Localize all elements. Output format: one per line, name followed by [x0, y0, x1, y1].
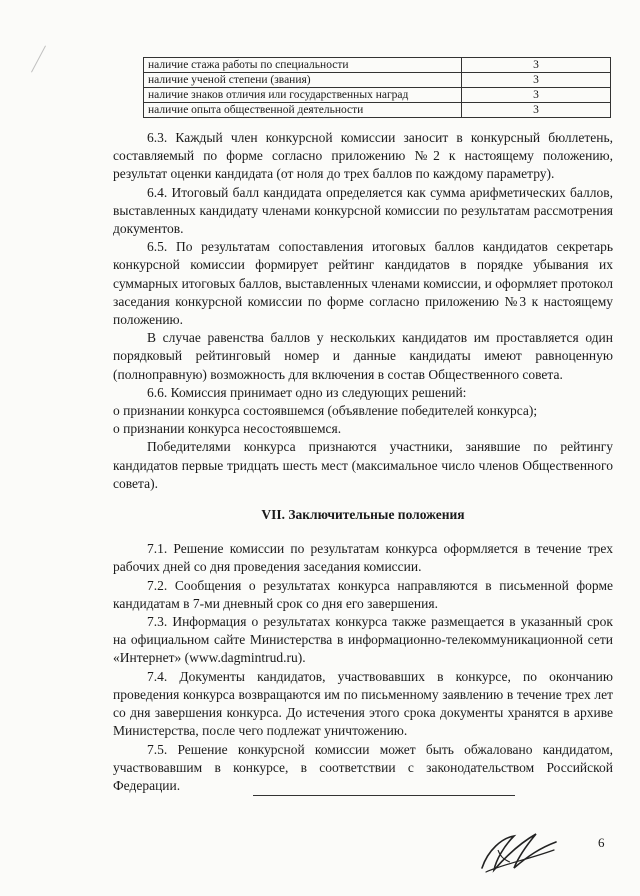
signature-icon — [474, 820, 564, 880]
table-row — [144, 103, 611, 118]
page-number: 6 — [598, 835, 605, 850]
table-row — [144, 88, 611, 103]
table-row — [144, 73, 611, 88]
paragraph-7-1: 7.1. Решение комиссии по результатам конкурса оформляется в течение трех рабочих дней со дня проведения заседания комиссии. — [113, 541, 613, 575]
paragraph-7-5: 7.5. Решение конкурсной комиссии может быть обжаловано кандидатом, участвовавшим в конкурсе, в соответствии с законодательством Российской Федерации. — [113, 741, 613, 793]
criterion-label: наличие знаков отличия или государственных наград — [144, 88, 462, 103]
paragraph-7-3: 7.3. Информация о результатах конкурса также размещается в указанный срок на официальном сайте Министерства в информационно-телекоммуникационной сети «Интернет» (www.dagmintrud.ru). — [113, 614, 613, 666]
criterion-score: 3 — [462, 103, 611, 118]
criterion-label: наличие ученой степени (звания) — [144, 73, 462, 88]
criteria-table — [143, 57, 611, 118]
table-row — [144, 58, 611, 73]
section-heading: VII. Заключительные положения — [261, 507, 465, 523]
decision-option-not-held: о признании конкурса несостоявшемся. — [113, 421, 342, 437]
criterion-score: 3 — [462, 58, 611, 73]
paper-mark — [31, 46, 46, 73]
criterion-score: 3 — [462, 88, 611, 103]
paragraph-6-6: 6.6. Комиссия принимает одно из следующих решений: — [147, 384, 467, 400]
criterion-label: наличие стажа работы по специальности — [144, 58, 462, 73]
paragraph-equal-scores: В случае равенства баллов у нескольких кандидатов им проставляется один порядковый рейтинговый номер и данные кандидаты имеют равноценную (полноправную) возможность для включения в состав Общественного совета. — [113, 330, 613, 382]
paragraph-6-3: 6.3. Каждый член конкурсной комиссии заносит в конкурсный бюллетень, составляемый по форме согласно приложению №2 к настоящему положению, результат оценки кандидата (от ноля до трех баллов по каждому параметру). — [113, 130, 613, 182]
paragraph-7-2: 7.2. Сообщения о результатах конкурса направляются в письменной форме кандидатам в 7-ми дневный срок со дня его завершения. — [113, 577, 613, 611]
paragraph-6-5: 6.5. По результатам сопоставления итоговых баллов кандидатов секретарь конкурсной комиссии формирует рейтинг кандидатов в порядке убывания их суммарных итоговых баллов, выставленных членами комиссии, и оформляет протокол заседания конкурсной комиссии по форме согласно приложению №3 к настоящему положению. — [113, 239, 613, 328]
decision-option-held: о признании конкурса состоявшемся (объявление победителей конкурса); — [113, 403, 538, 419]
paragraph-7-4: 7.4. Документы кандидатов, участвовавших в конкурсе, по окончанию проведения конкурса возвращаются им по письменному заявлению в течение трех лет со дня завершения конкурса. До истечения этого срока документы хранятся в архиве Министерства, после чего подлежат уничтожению. — [113, 668, 613, 739]
criterion-score: 3 — [462, 73, 611, 88]
criterion-label: наличие опыта общественной деятельности — [144, 103, 462, 118]
document-body — [113, 129, 613, 795]
paragraph-winners: Победителями конкурса признаются участники, занявшие по рейтингу кандидатов первые тридцать шесть мест (максимальное число членов Общественного совета). — [113, 439, 613, 491]
paragraph-6-4: 6.4. Итоговый балл кандидата определяется как сумма арифметических баллов, выставленных кандидату членами конкурсной комиссии по результатам рассмотрения документов. — [113, 184, 613, 237]
end-separator-line — [253, 795, 515, 796]
